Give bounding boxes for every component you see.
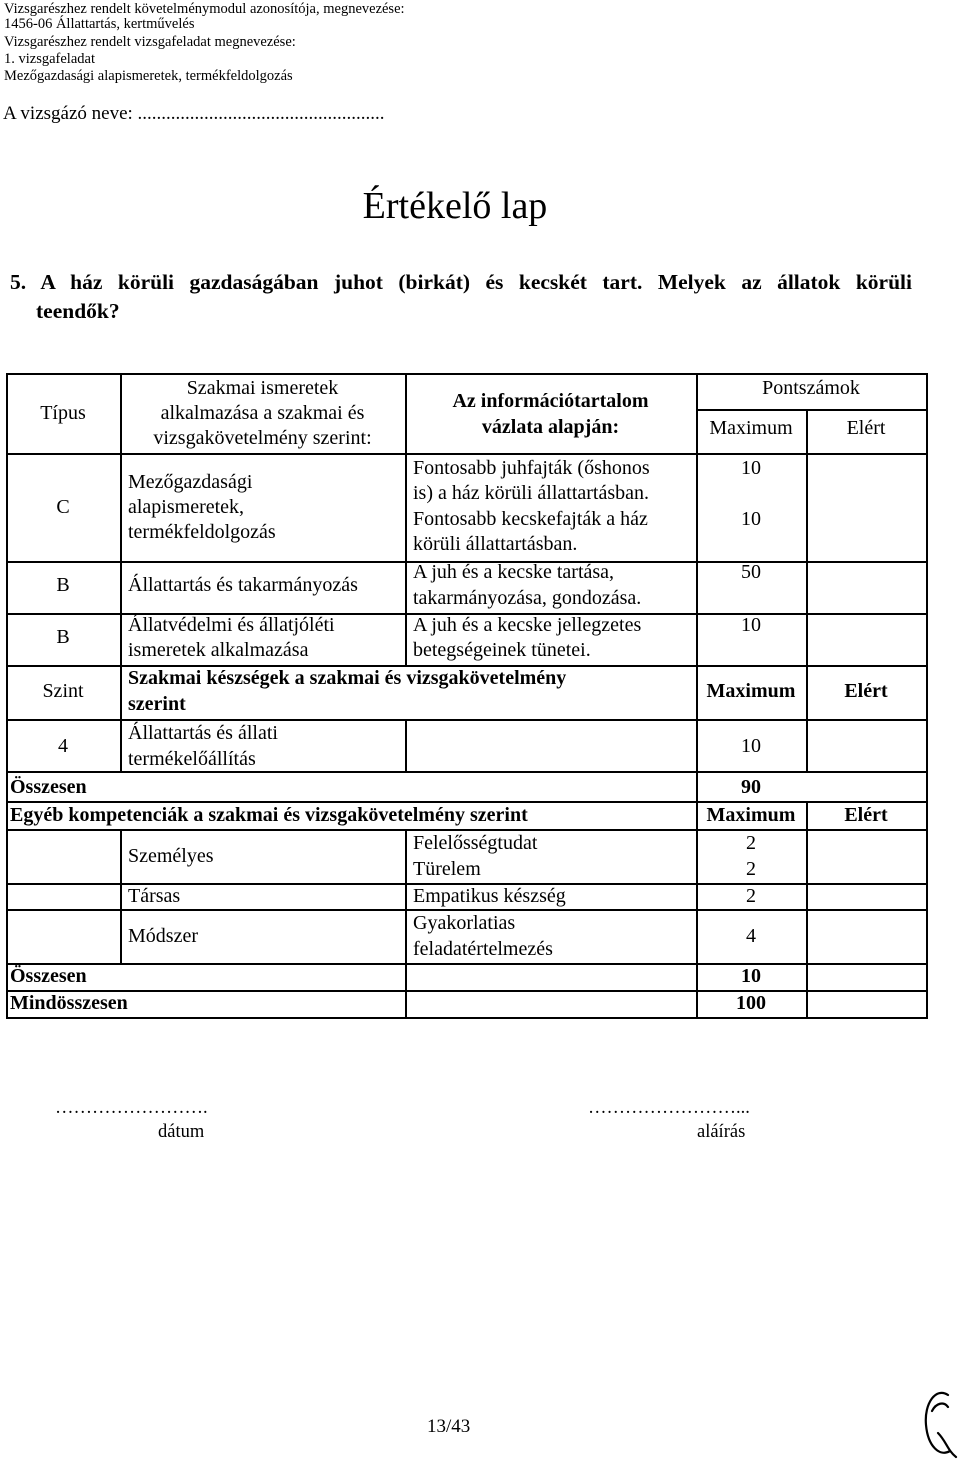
module-name: 1456-06 Állattartás, kertművelés [4,16,195,32]
exam-task-name: Mezőgazdasági alapismeretek, termékfeldolgozás [4,68,293,84]
subtotal-value: 10 [741,965,761,987]
max-value: 2 [746,885,756,907]
max-value: 2 [746,858,756,880]
competency-category: Személyes [128,845,214,867]
col-max-header: Maximum [709,417,793,439]
max-value: 10 [741,735,761,757]
info-item-1-line-2: is) a ház körüli állattartásban. [413,482,650,504]
question-line-2: teendők? [36,299,120,323]
handwritten-initials [918,1385,960,1463]
skills-header-line-2: szerint [128,693,186,715]
skills-line-1: Állattartás és állati [128,722,278,744]
col-points-header: Pontszámok [762,377,860,399]
skills-line-2: termékelőállítás [128,748,256,770]
col-achieved-header: Elért [846,417,886,439]
info-item-1-line-1: Fontosabb juhfajták (őshonos [413,457,650,479]
row-topic-line-1: Mezőgazdasági [128,471,253,493]
exam-task-label: Vizsgarészhez rendelt vizsgafeladat megnevezése: [4,34,296,50]
info-line-2: takarmányozása, gondozása. [413,587,642,609]
col-knowledge-header-3: vizsgakövetelmény szerint: [153,427,372,449]
max-value: 4 [746,925,756,947]
info-item-2-line-1: Fontosabb kecskefajták a ház [413,508,648,530]
skills-max-header: Maximum [706,680,796,702]
subtotal-label: Összesen [10,965,87,987]
grand-total-label: Mindösszesen [10,992,128,1014]
subtotal-value: 90 [741,776,761,798]
signature-line[interactable]: ……………………... [588,1098,750,1118]
competency-item: Felelősségtudat [413,832,538,854]
row-type-b: B [56,574,70,596]
question-line-1: 5. A ház körüli gazdaságában juhot (birkát) és kecskét tart. Melyek az állatok körüli [10,270,912,294]
skills-level-header: Szint [42,680,84,702]
grand-total-value: 100 [736,992,766,1014]
row-type-b: B [56,626,70,648]
skills-header-line-1: Szakmai készségek a szakmai és vizsgakövetelmény [128,667,567,689]
page-title: Értékelő lap [362,185,548,227]
date-label: dátum [158,1122,205,1142]
col-type-header: Típus [40,402,86,424]
max-value: 50 [741,561,761,583]
info-line-1: A juh és a kecske tartása, [413,561,615,583]
row-topic-line-1: Állatvédelmi és állatjóléti [128,614,335,636]
competency-category: Módszer [128,925,198,947]
other-achieved-header: Elért [844,804,888,826]
col-info-header-1: Az információtartalom [452,390,649,412]
evaluation-table [6,373,928,1018]
max-value: 10 [741,457,761,479]
competency-item: Empatikus készség [413,885,566,907]
max-value: 2 [746,832,756,854]
exam-task-number: 1. vizsgafeladat [4,51,95,67]
candidate-name-field[interactable]: A vizsgázó neve: .................................................... [3,103,385,124]
competency-category: Társas [128,885,181,907]
info-line-1: A juh és a kecske jellegzetes [413,614,642,636]
row-topic-line-3: termékfeldolgozás [128,521,276,543]
row-topic-line-2: ismeretek alkalmazása [128,639,309,661]
skills-level: 4 [58,735,68,757]
other-competencies-header: Egyéb kompetenciák a szakmai és vizsgakövetelmény szerint [10,804,528,826]
max-value: 10 [741,508,761,530]
competency-item: Gyakorlatias [413,912,516,934]
competency-item: feladatértelmezés [413,938,553,960]
info-item-2-line-2: körüli állattartásban. [413,533,578,555]
col-knowledge-header-1: Szakmai ismeretek [186,377,339,399]
row-type-c: C [56,496,70,518]
page-number: 13/43 [427,1416,471,1437]
col-info-header-2: vázlata alapján: [481,416,620,438]
col-knowledge-header-2: alkalmazása a szakmai és [160,402,365,424]
info-line-2: betegségeinek tünetei. [413,639,591,661]
other-max-header: Maximum [706,804,796,826]
subtotal-label: Összesen [10,776,87,798]
max-value: 10 [741,614,761,636]
signature-label: aláírás [697,1122,746,1142]
competency-item: Türelem [413,858,481,880]
date-line[interactable]: ……………………. [55,1098,208,1118]
row-topic-line-1: Állattartás és takarmányozás [128,574,358,596]
row-topic-line-2: alapismeretek, [128,496,245,518]
skills-achieved-header: Elért [844,680,888,702]
module-id-label: Vizsgarészhez rendelt követelménymodul azonosítója, megnevezése: [4,1,405,17]
